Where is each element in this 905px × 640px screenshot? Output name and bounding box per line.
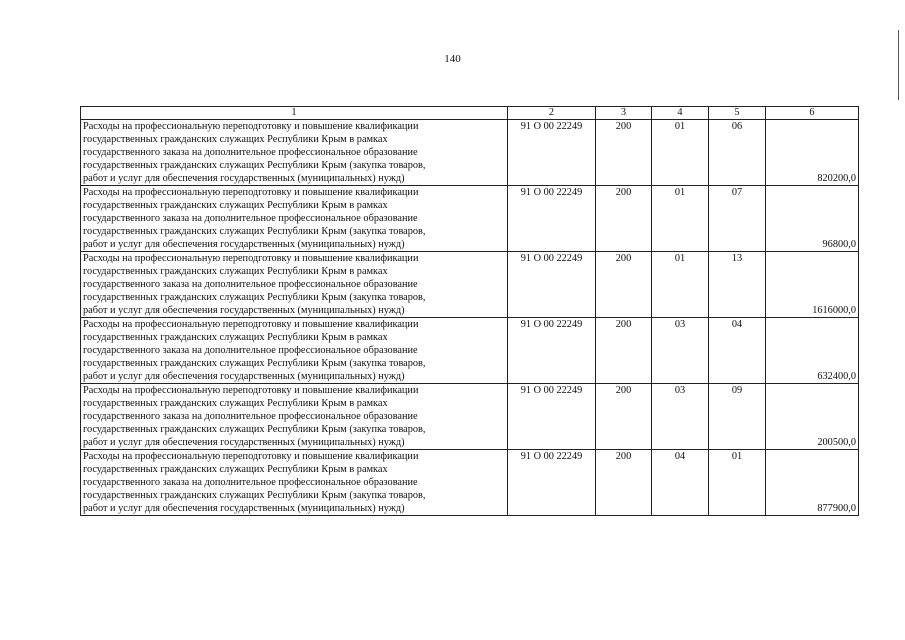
- program-code: 91 О 00 22249: [508, 186, 596, 252]
- subsection-code: 01: [709, 450, 766, 516]
- table-row: [81, 186, 859, 252]
- expense-description: Расходы на профессиональную переподготовку и повышение квалификации государственных гражданских служащих Республики Крым в рамках государственного заказа на дополнительное профессиональное образование государственных гражданских служащих Республики Крым (закупка товаров, работ и услуг для обеспечения государственных (муниципальных) нужд): [81, 252, 508, 318]
- table-row: [81, 318, 859, 384]
- program-code: 91 О 00 22249: [508, 384, 596, 450]
- expense-description: Расходы на профессиональную переподготовку и повышение квалификации государственных гражданских служащих Республики Крым в рамках государственного заказа на дополнительное профессиональное образование государственных гражданских служащих Республики Крым (закупка товаров, работ и услуг для обеспечения государственных (муниципальных) нужд): [81, 120, 508, 186]
- amount: 632400,0: [766, 318, 859, 384]
- table-header-row: [81, 107, 859, 120]
- subsection-code: 13: [709, 252, 766, 318]
- column-header: 5: [709, 107, 766, 120]
- expense-type-code: 200: [596, 120, 652, 186]
- expense-description: Расходы на профессиональную переподготовку и повышение квалификации государственных гражданских служащих Республики Крым в рамках государственного заказа на дополнительное профессиональное образование государственных гражданских служащих Республики Крым (закупка товаров, работ и услуг для обеспечения государственных (муниципальных) нужд): [81, 186, 508, 252]
- column-header: 6: [766, 107, 859, 120]
- budget-table: [80, 106, 859, 516]
- expense-description: Расходы на профессиональную переподготовку и повышение квалификации государственных гражданских служащих Республики Крым в рамках государственного заказа на дополнительное профессиональное образование государственных гражданских служащих Республики Крым (закупка товаров, работ и услуг для обеспечения государственных (муниципальных) нужд): [81, 318, 508, 384]
- subsection-code: 04: [709, 318, 766, 384]
- section-code: 01: [652, 120, 709, 186]
- table-row: [81, 384, 859, 450]
- expense-type-code: 200: [596, 450, 652, 516]
- section-code: 03: [652, 384, 709, 450]
- amount: 820200,0: [766, 120, 859, 186]
- section-code: 04: [652, 450, 709, 516]
- section-code: 03: [652, 318, 709, 384]
- column-header: 4: [652, 107, 709, 120]
- program-code: 91 О 00 22249: [508, 120, 596, 186]
- program-code: 91 О 00 22249: [508, 450, 596, 516]
- expense-type-code: 200: [596, 252, 652, 318]
- expense-description: Расходы на профессиональную переподготовку и повышение квалификации государственных гражданских служащих Республики Крым в рамках государственного заказа на дополнительное профессиональное образование государственных гражданских служащих Республики Крым (закупка товаров, работ и услуг для обеспечения государственных (муниципальных) нужд): [81, 450, 508, 516]
- page-number: 140: [444, 53, 461, 65]
- amount: 1616000,0: [766, 252, 859, 318]
- section-code: 01: [652, 186, 709, 252]
- subsection-code: 09: [709, 384, 766, 450]
- subsection-code: 06: [709, 120, 766, 186]
- expense-type-code: 200: [596, 186, 652, 252]
- amount: 877900,0: [766, 450, 859, 516]
- table-row: [81, 450, 859, 516]
- program-code: 91 О 00 22249: [508, 318, 596, 384]
- column-header: 3: [596, 107, 652, 120]
- section-code: 01: [652, 252, 709, 318]
- amount: 96800,0: [766, 186, 859, 252]
- amount: 200500,0: [766, 384, 859, 450]
- table-row: [81, 252, 859, 318]
- expense-description: Расходы на профессиональную переподготовку и повышение квалификации государственных гражданских служащих Республики Крым в рамках государственного заказа на дополнительное профессиональное образование государственных гражданских служащих Республики Крым (закупка товаров, работ и услуг для обеспечения государственных (муниципальных) нужд): [81, 384, 508, 450]
- program-code: 91 О 00 22249: [508, 252, 596, 318]
- scan-edge-line: [898, 30, 899, 100]
- column-header: 1: [81, 107, 508, 120]
- column-header: 2: [508, 107, 596, 120]
- subsection-code: 07: [709, 186, 766, 252]
- table-row: [81, 120, 859, 186]
- expense-type-code: 200: [596, 318, 652, 384]
- expense-type-code: 200: [596, 384, 652, 450]
